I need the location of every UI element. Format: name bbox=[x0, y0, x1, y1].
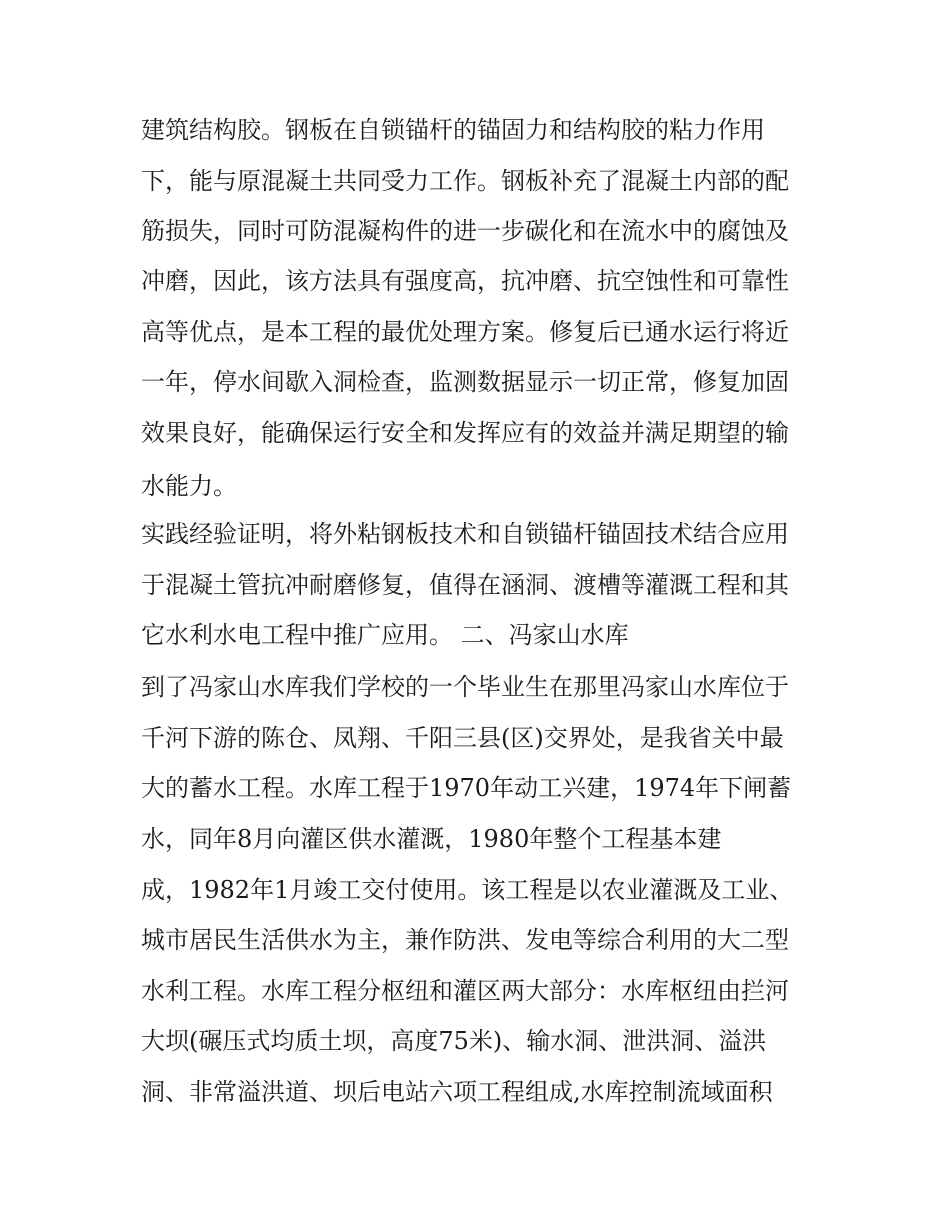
text-line: 效果良好，能确保运行安全和发挥应有的效益并满足期望的输 bbox=[141, 419, 789, 447]
text-line: 下，能与原混凝土共同受力工作。钢板补充了混凝土内部的配 bbox=[141, 167, 789, 195]
text-line: 成，1982年1月竣工交付使用。该工程是以农业灌溉及工业、 bbox=[141, 876, 794, 904]
text-line: 水，同年8月向灌区供水灌溉，1980年整个工程基本建 bbox=[141, 825, 722, 853]
text-line: 洞、非常溢洪道、坝后电站六项工程组成,水库控制流域面积 bbox=[141, 1078, 773, 1106]
text-line: 大的蓄水工程。水库工程于1970年动工兴建，1974年下闸蓄 bbox=[141, 774, 792, 802]
text-line: 于混凝土管抗冲耐磨修复，值得在涵洞、渡槽等灌溉工程和其 bbox=[141, 571, 789, 599]
text-line: 水能力。 bbox=[141, 472, 237, 500]
text-line: 城市居民生活供水为主，兼作防洪、发电等综合利用的大二型 bbox=[141, 926, 789, 954]
text-line: 筋损失，同时可防混凝构件的进一步碳化和在流水中的腐蚀及 bbox=[141, 217, 789, 245]
text-line: 实践经验证明，将外粘钢板技术和自锁锚杆锚固技术结合应用 bbox=[141, 520, 789, 548]
text-line: 冲磨，因此，该方法具有强度高，抗冲磨、抗空蚀性和可靠性 bbox=[141, 267, 789, 295]
text-line: 到了冯家山水库我们学校的一个毕业生在那里冯家山水库位于 bbox=[141, 673, 789, 701]
text-line: 高等优点，是本工程的最优处理方案。修复后已通水运行将近 bbox=[141, 318, 789, 346]
text-line: 千河下游的陈仓、凤翔、千阳三县(区)交界处，是我省关中最 bbox=[141, 724, 784, 752]
text-line: 大坝(碾压式均质土坝，高度75米)、输水洞、泄洪洞、溢洪 bbox=[141, 1027, 767, 1055]
text-line: 一年，停水间歇入洞检查，监测数据显示一切正常，修复加固 bbox=[141, 368, 789, 396]
text-line: 建筑结构胶。钢板在自锁锚杆的锚固力和结构胶的粘力作用 bbox=[141, 116, 765, 144]
text-line: 它水利水电工程中推广应用。 二、冯家山水库 bbox=[141, 621, 629, 649]
text-line: 水利工程。水库工程分枢纽和灌区两大部分：水库枢纽由拦河 bbox=[141, 977, 789, 1005]
